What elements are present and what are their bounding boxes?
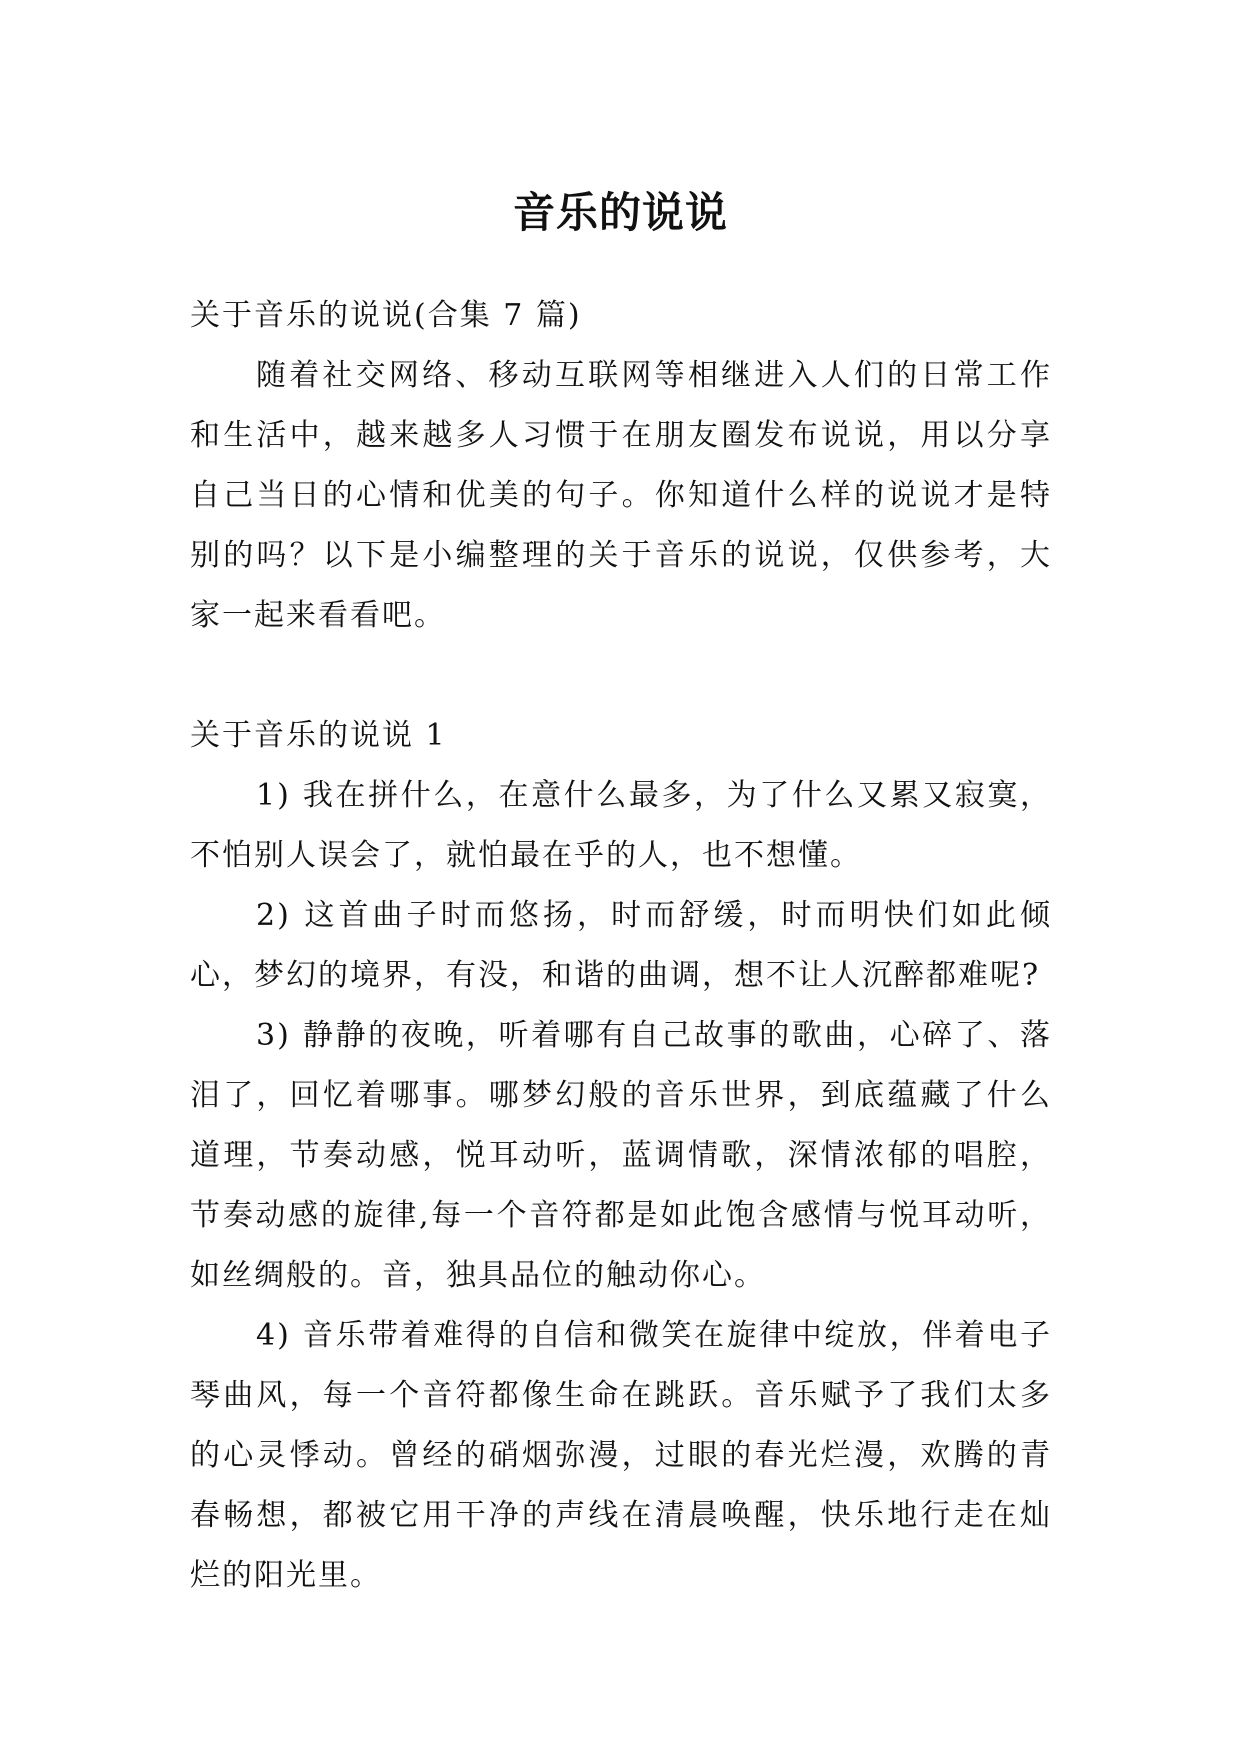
list-item: 1) 我在拼什么，在意什么最多，为了什么又累又寂寞，不怕别人误会了，就怕最在乎的人，也不想懂。 xyxy=(190,778,1052,873)
list-item: 4) 音乐带着难得的自信和微笑在旋律中绽放，伴着电子琴曲风，每一个音符都像生命在跳跃。音乐赋予了我们太多的心灵悸动。曾经的硝烟弥漫，过眼的春光烂漫，欢腾的青春畅想，都被它用干净的声线在清晨唤醒，快乐地行走在灿烂的阳光里。 xyxy=(190,1318,1052,1593)
page-title: 音乐的说说 xyxy=(512,188,728,238)
list-item: 3) 静静的夜晚，听着哪有自己故事的歌曲，心碎了、落泪了，回忆着哪事。哪梦幻般的音乐世界，到底蕴藏了什么道理，节奏动感，悦耳动听，蓝调情歌，深情浓郁的唱腔，节奏动感的旋律,每一个音符都是如此饱含感情与悦耳动听，如丝绸般的。音，独具品位的触动你心。 xyxy=(190,1018,1052,1293)
document-body xyxy=(190,286,1052,1606)
section-spacer xyxy=(190,646,1052,706)
intro-paragraph: 随着社交网络、移动互联网等相继进入人们的日常工作和生活中，越来越多人习惯于在朋友圈发布说说，用以分享自己当日的心情和优美的句子。你知道什么样的说说才是特别的吗？以下是小编整理的关于音乐的说说，仅供参考，大家一起来看看吧。 xyxy=(190,358,1052,633)
document-subtitle: 关于音乐的说说(合集 7 篇) xyxy=(190,298,582,333)
list-item: 2) 这首曲子时而悠扬，时而舒缓，时而明快们如此倾心，梦幻的境界，有没，和谐的曲调，想不让人沉醉都难呢? xyxy=(190,898,1052,993)
section-heading: 关于音乐的说说 1 xyxy=(190,718,447,753)
